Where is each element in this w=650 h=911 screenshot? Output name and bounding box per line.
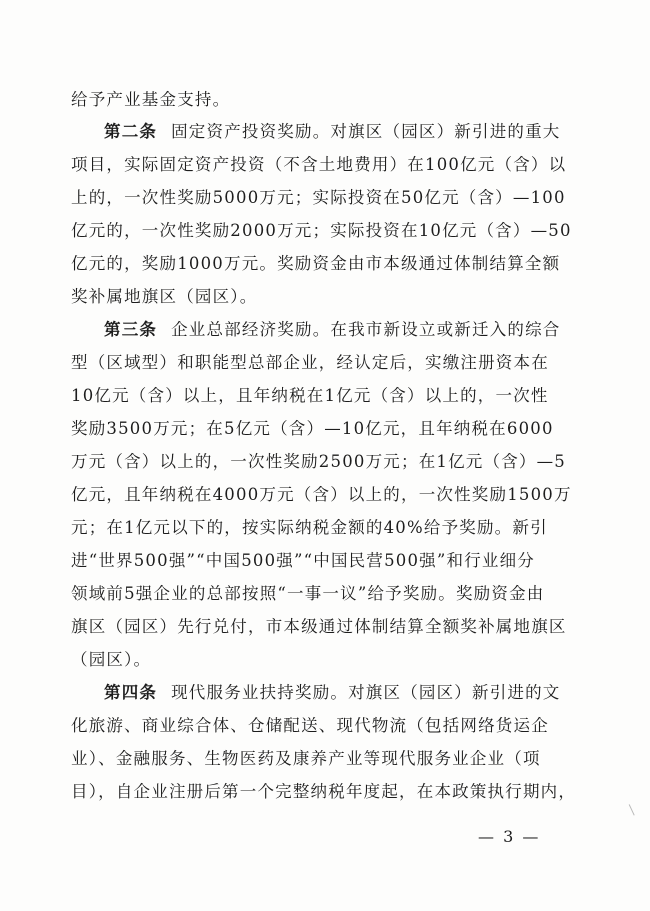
- article-4-line-4: 目），自企业注册后第一个完整纳税年度起，在本政策执行期内，: [71, 782, 577, 801]
- article-4-line-3: 业）、金融服务、生物医药及康养产业等现代服务业企业（项: [71, 749, 541, 768]
- page-number: — 3 —: [478, 827, 541, 846]
- article-4-line-1-text: 现代服务业扶持奖励。对旗区（园区）新引进的文: [171, 683, 561, 702]
- article-2-line-2: 项目，实际固定资产投资（不含土地费用）在100亿元（含）以: [71, 155, 567, 174]
- article-2-line-3: 上的，一次性奖励5000万元；实际投资在50亿元（含）—100: [71, 188, 566, 207]
- article-2-line-6: 奖补属地旗区（园区）。: [71, 287, 258, 306]
- article-3-line-4: 奖励3500万元；在5亿元（含）—10亿元，且年纳税在6000: [71, 419, 554, 438]
- article-3-line-6: 亿元，且年纳税在4000万元（含）以上的，一次性奖励1500万: [71, 485, 572, 504]
- article-3-line-3: 10亿元（含）以上，且年纳税在1亿元（含）以上的，一次性: [71, 386, 549, 405]
- article-2-title: 第二条: [104, 122, 158, 141]
- article-2-line-5: 亿元的，奖励1000万元。奖励资金由市本级通过体制结算全额: [71, 254, 561, 273]
- article-2-line-1: [104, 121, 591, 143]
- article-3-line-5: 万元（含）以上的，一次性奖励2500万元；在1亿元（含）—5: [71, 452, 566, 471]
- article-4-title: 第四条: [104, 683, 158, 702]
- article-4-line-1: [104, 682, 591, 704]
- article-4-line-2: 化旅游、商业综合体、仓储配送、现代物流（包括网络货运企: [71, 716, 549, 735]
- article-3-line-9: 领域前5强企业的总部按照“一事一议”给予奖励。奖励资金由: [71, 584, 545, 603]
- article-3-line-1: [104, 319, 591, 341]
- article-2-line-4: 亿元的，一次性奖励2000万元；实际投资在10亿元（含）—50: [71, 221, 572, 240]
- article-3-line-1-text: 企业总部经济奖励。在我市新设立或新迁入的综合: [171, 320, 561, 339]
- page-edge-mark: [629, 803, 639, 816]
- article-2-line-1-text: 固定资产投资奖励。对旗区（园区）新引进的重大: [171, 122, 561, 141]
- article-3-title: 第三条: [104, 320, 158, 339]
- continuation-line: 给予产业基金支持。: [71, 90, 231, 109]
- article-3-line-7: 元；在1亿元以下的，按实际纳税金额的40%给予奖励。新引: [71, 518, 548, 537]
- article-3-line-8: 进“世界500强”“中国500强”“中国民营500强”和行业细分: [71, 551, 535, 570]
- article-3-line-11: （园区）。: [71, 650, 152, 669]
- article-3-line-2: 型（区域型）和职能型总部企业，经认定后，实缴注册资本在: [71, 353, 549, 372]
- article-3-line-10: 旗区（园区）先行兑付，市本级通过体制结算全额奖补属地旗区: [71, 617, 567, 636]
